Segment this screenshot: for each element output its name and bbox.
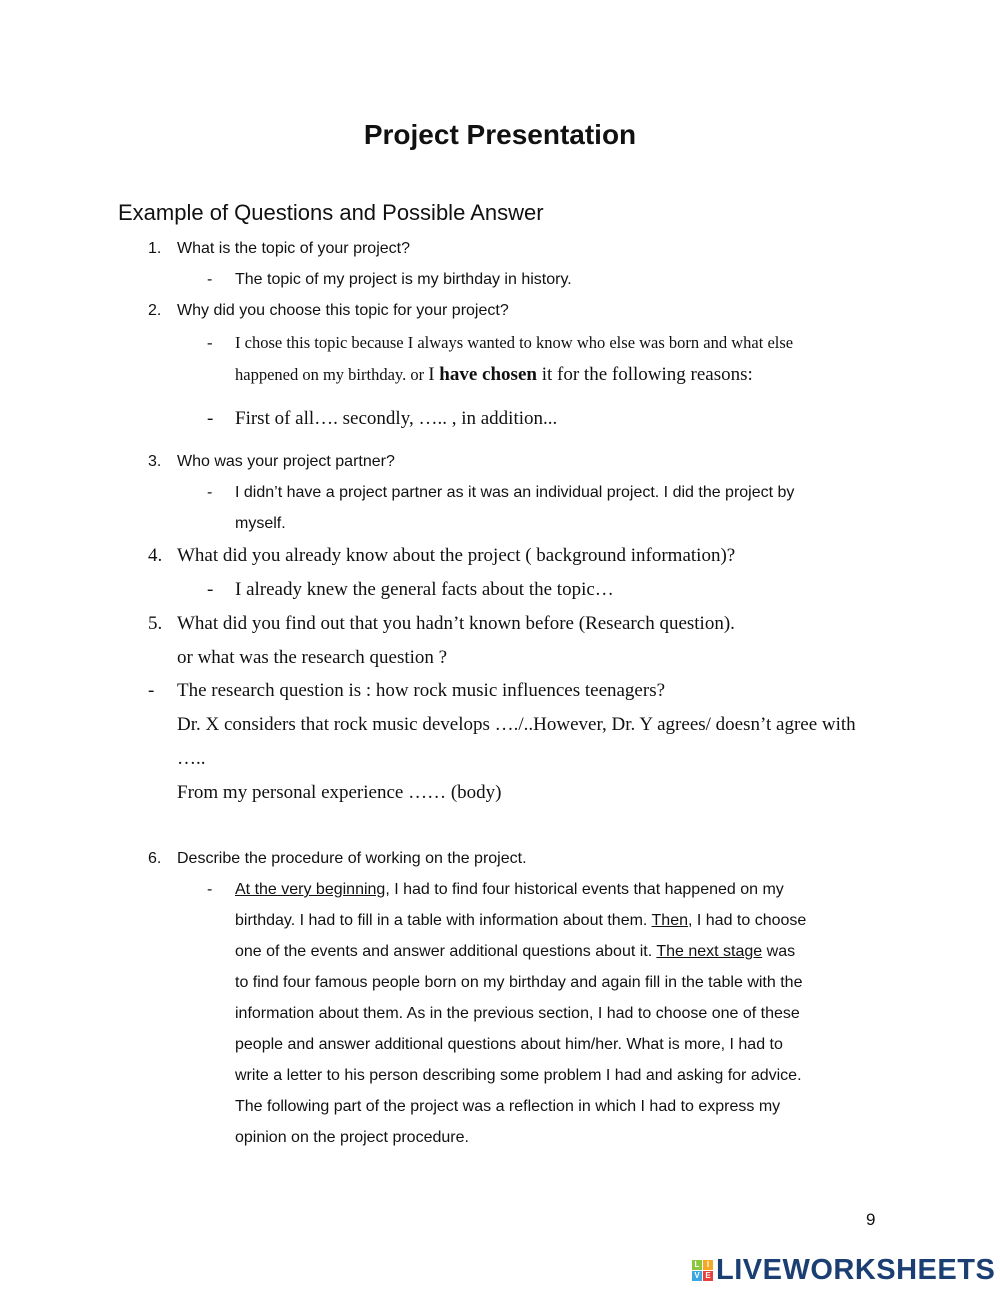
tile: I xyxy=(703,1260,713,1270)
text: , I had to find four historical events that happened on my xyxy=(385,881,784,898)
item-number: 2. xyxy=(148,302,162,319)
answer-1: The topic of my project is my birthday in history. xyxy=(235,271,572,288)
text: , I had to choose xyxy=(688,912,807,929)
answer-6-line-3 xyxy=(235,940,795,964)
dash: - xyxy=(207,333,213,352)
question-5: What did you find out that you hadn’t known before (Research question). xyxy=(177,613,735,634)
page-title: Project Presentation xyxy=(363,119,637,150)
liveworksheets-logo xyxy=(692,1254,995,1287)
text: happened on my birthday. or xyxy=(235,365,429,384)
answer-3-line-1: I didn’t have a project partner as it was an individual project. I did the project by xyxy=(235,484,795,501)
question-5-alt: or what was the research question ? xyxy=(177,647,448,668)
text: one of the events and answer additional questions about it. xyxy=(235,943,657,960)
answer-3-line-2: myself. xyxy=(235,515,286,532)
answer-6-line-5: information about them. As in the previous section, I had to choose one of these xyxy=(235,1005,800,1022)
answer-5-line-3: ….. xyxy=(177,748,206,769)
dash: - xyxy=(207,271,213,288)
answer-6-line-7: write a letter to his person describing some problem I had and asking for advice. xyxy=(235,1067,802,1084)
underlined-text: The next stage xyxy=(656,943,763,960)
item-number: 6. xyxy=(148,850,162,867)
tile: E xyxy=(703,1271,713,1281)
dash: - xyxy=(207,881,213,898)
answer-6-line-2 xyxy=(235,909,806,933)
tile: V xyxy=(692,1271,702,1281)
answer-6-line-9: opinion on the project procedure. xyxy=(235,1129,469,1146)
underlined-text: Then xyxy=(651,912,688,929)
logo-tiles-icon xyxy=(692,1260,713,1281)
answer-6-line-6: people and answer additional questions about him/her. What is more, I had to xyxy=(235,1036,783,1053)
answer-6-line-8: The following part of the project was a reflection in which I had to express my xyxy=(235,1098,781,1115)
text: I xyxy=(428,364,440,385)
answer-5-line-4: From my personal experience …… (body) xyxy=(177,782,502,803)
dash: - xyxy=(207,579,214,600)
logo-wordmark: LIVEWORKSHEETS xyxy=(716,1254,996,1286)
dash: - xyxy=(148,680,155,701)
item-number: 5. xyxy=(148,613,163,634)
underlined-text: At the very beginning xyxy=(235,881,386,898)
answer-6-line-4: to find four famous people born on my birthday and again fill in the table with the xyxy=(235,974,803,991)
question-6: Describe the procedure of working on the project. xyxy=(177,850,527,867)
bold-text: have chosen xyxy=(439,364,537,385)
tile: L xyxy=(692,1260,702,1270)
item-number: 3. xyxy=(148,453,162,470)
answer-4: I already knew the general facts about the topic… xyxy=(235,579,614,600)
dash: - xyxy=(207,484,213,501)
question-3: Who was your project partner? xyxy=(177,453,395,470)
answer-2-line-3: First of all…. secondly, ….. , in addition... xyxy=(235,408,558,429)
text: was xyxy=(762,943,796,960)
item-number: 4. xyxy=(148,545,163,566)
answer-2-line-2 xyxy=(235,363,753,387)
answer-2-line-1: I chose this topic because I always wanted to know who else was born and what else xyxy=(235,333,794,352)
item-number: 1. xyxy=(148,240,162,257)
answer-5-line-1: The research question is : how rock music influences teenagers? xyxy=(177,680,666,701)
dash: - xyxy=(207,408,214,429)
question-4: What did you already know about the project ( background information)? xyxy=(177,545,736,566)
answer-6-line-1 xyxy=(235,878,784,902)
text: it for the following reasons: xyxy=(536,364,753,385)
answer-5-line-2: Dr. X considers that rock music develops …./..However, Dr. Y agrees/ doesn’t agree with xyxy=(177,714,856,735)
question-1: What is the topic of your project? xyxy=(177,240,410,257)
text: birthday. I had to fill in a table with information about them. xyxy=(235,912,652,929)
section-heading: Example of Questions and Possible Answer xyxy=(118,200,544,225)
question-2: Why did you choose this topic for your project? xyxy=(177,302,509,319)
page-number: 9 xyxy=(866,1210,876,1229)
